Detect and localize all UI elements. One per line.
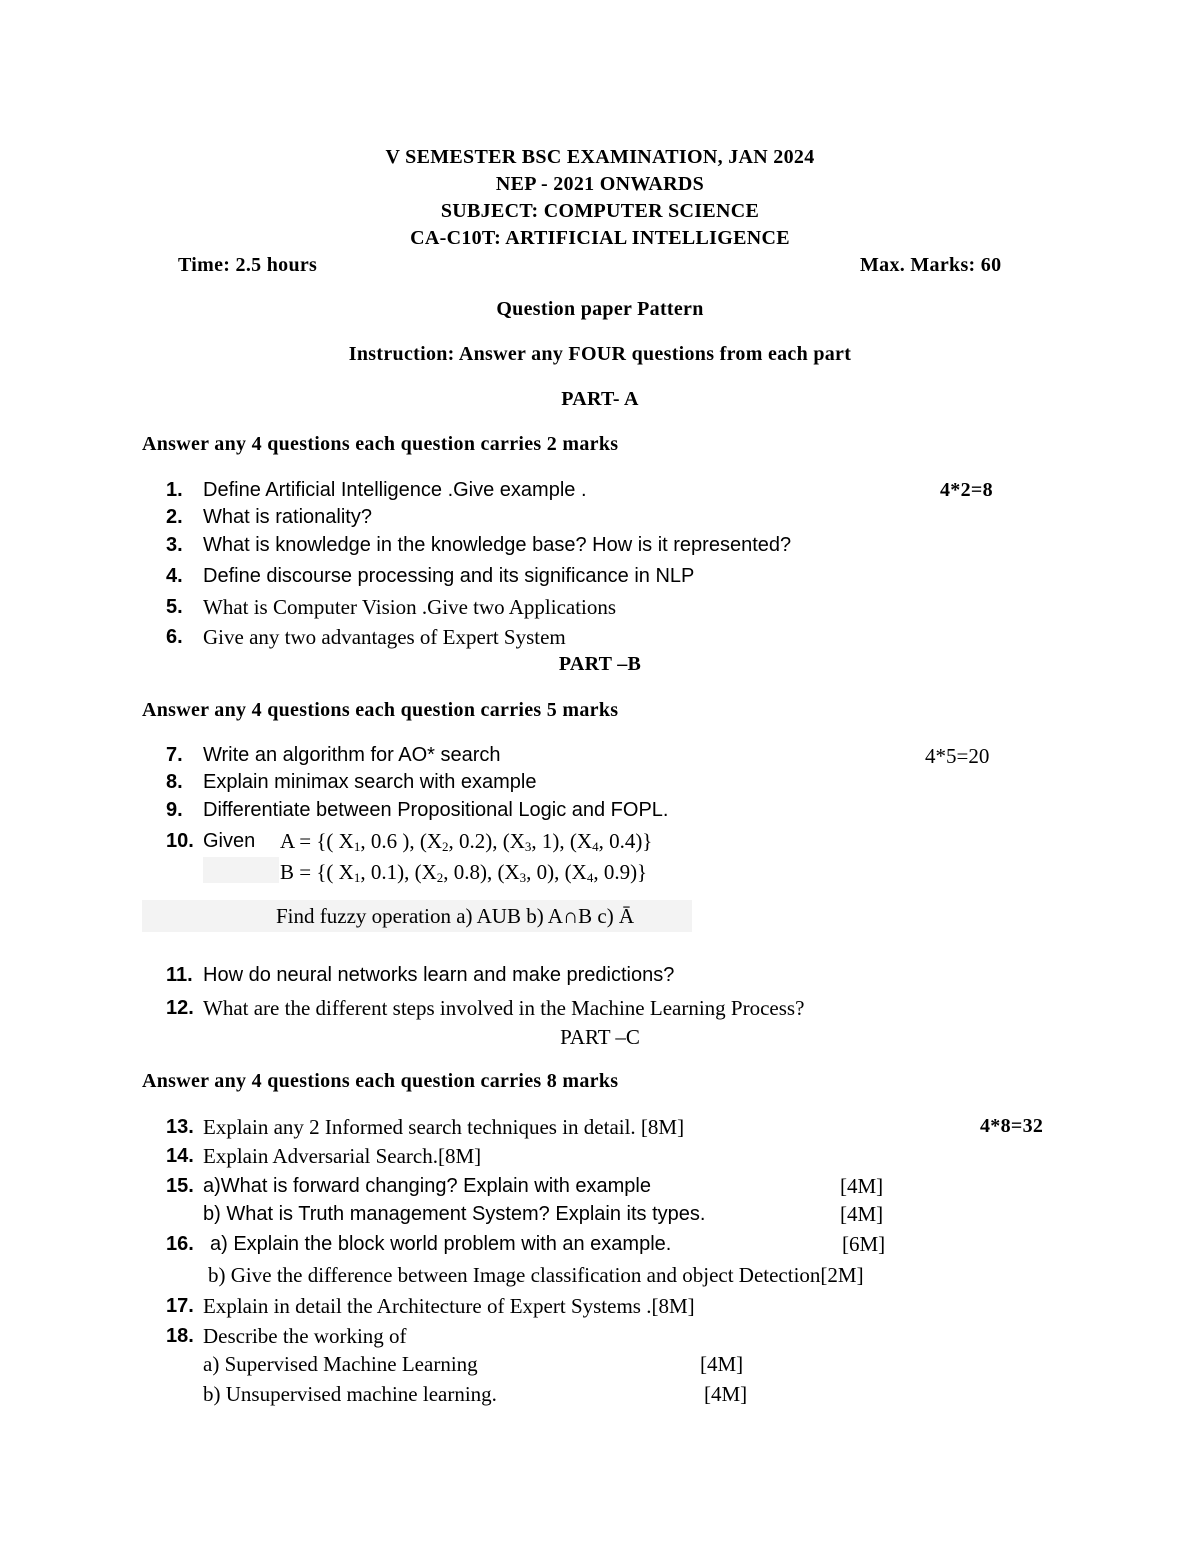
part-c-title: PART –C — [560, 1025, 640, 1049]
part-c-marks: 4*8=32 — [980, 1115, 1044, 1137]
question-text: Describe the working of — [203, 1324, 407, 1348]
part-c-subtitle: Answer any 4 questions each question carries 8 marks — [142, 1070, 619, 1092]
question-number: 7. — [166, 744, 183, 766]
question-text: What is Computer Vision .Give two Applications — [203, 595, 617, 619]
nep-line: NEP - 2021 ONWARDS — [495, 173, 705, 195]
fuzzy-set-b: B = {( $X_1$, 0.1), ($X_2$, 0.8), ($X_3$, 0), ($X_4$, 0.9)} — [280, 860, 648, 885]
question-number: 3. — [166, 534, 183, 556]
question-text: Differentiate between Propositional Logic and FOPL. — [203, 799, 669, 821]
part-a-marks: 4*2=8 — [940, 479, 993, 501]
question-text: b) What is Truth management System? Explain its types. — [203, 1203, 706, 1225]
question-text: Define discourse processing and its significance in NLP — [203, 565, 695, 587]
question-number: 13. — [166, 1116, 194, 1138]
question-number: 12. — [166, 997, 194, 1019]
fuzzy-operation: Find fuzzy operation a) AUB b) A∩B c) Ā — [276, 904, 635, 928]
question-number: 10. — [166, 830, 194, 852]
question-mark: [4M] — [704, 1382, 748, 1406]
question-mark: [4M] — [840, 1174, 884, 1198]
question-text: b) Give the difference between Image classification and object Detection[2M] — [208, 1263, 864, 1287]
shaded-box — [203, 857, 279, 883]
question-number: 6. — [166, 626, 183, 648]
question-number: 2. — [166, 506, 183, 528]
question-text: How do neural networks learn and make predictions? — [203, 964, 675, 986]
question-number: 4. — [166, 565, 183, 587]
fuzzy-set-a: A = {( $X_1$, 0.6 ), ($X_2$, 0.2), ($X_3$, 1), ($X_4$, 0.4)} — [280, 829, 653, 854]
question-mark: [4M] — [840, 1202, 884, 1226]
question-mark: [4M] — [700, 1352, 744, 1376]
subject-line: SUBJECT: COMPUTER SCIENCE — [440, 200, 760, 222]
max-marks-label: Max. Marks: 60 — [860, 254, 1002, 276]
question-number: 5. — [166, 596, 183, 618]
question-text: What is knowledge in the knowledge base? How is it represented? — [203, 534, 792, 556]
time-label: Time: 2.5 hours — [178, 254, 318, 276]
question-number: 15. — [166, 1175, 194, 1197]
question-number: 16. — [166, 1233, 194, 1255]
part-b-title: PART –B — [558, 653, 642, 675]
question-text: a) Supervised Machine Learning — [203, 1352, 478, 1376]
question-number: 1. — [166, 479, 183, 501]
part-b-marks: 4*5=20 — [925, 744, 990, 768]
pattern-title: Question paper Pattern — [496, 298, 704, 320]
part-a-subtitle: Answer any 4 questions each question carries 2 marks — [142, 433, 619, 455]
question-text: b) Unsupervised machine learning. — [203, 1382, 497, 1406]
instruction: Instruction: Answer any FOUR questions from each part — [348, 343, 852, 365]
question-text: Given — [203, 830, 256, 852]
question-number: 14. — [166, 1145, 194, 1167]
question-number: 8. — [166, 771, 183, 793]
question-text: a) Explain the block world problem with an example. — [210, 1233, 672, 1255]
question-number: 11. — [166, 964, 193, 986]
question-text: Explain any 2 Informed search techniques in detail. [8M] — [203, 1115, 685, 1139]
part-a-title: PART- A — [561, 388, 639, 410]
question-text: What is rationality? — [203, 506, 372, 528]
exam-title: V SEMESTER BSC EXAMINATION, JAN 2024 — [385, 146, 815, 168]
question-text: a)What is forward changing? Explain with example — [203, 1175, 651, 1197]
question-mark: [6M] — [842, 1232, 886, 1256]
part-b-subtitle: Answer any 4 questions each question carries 5 marks — [142, 699, 619, 721]
question-number: 18. — [166, 1325, 194, 1347]
course-line: CA-C10T: ARTIFICIAL INTELLIGENCE — [410, 227, 790, 249]
question-text: What are the different steps involved in the Machine Learning Process? — [203, 996, 805, 1020]
question-text: Define Artificial Intelligence .Give example . — [203, 479, 587, 501]
question-text: Explain in detail the Architecture of Expert Systems .[8M] — [203, 1294, 695, 1318]
question-number: 17. — [166, 1295, 194, 1317]
question-text: Give any two advantages of Expert System — [203, 625, 566, 649]
question-number: 9. — [166, 799, 183, 821]
question-text: Explain Adversarial Search.[8M] — [203, 1144, 482, 1168]
question-text: Write an algorithm for AO* search — [203, 744, 501, 766]
question-text: Explain minimax search with example — [203, 771, 537, 793]
